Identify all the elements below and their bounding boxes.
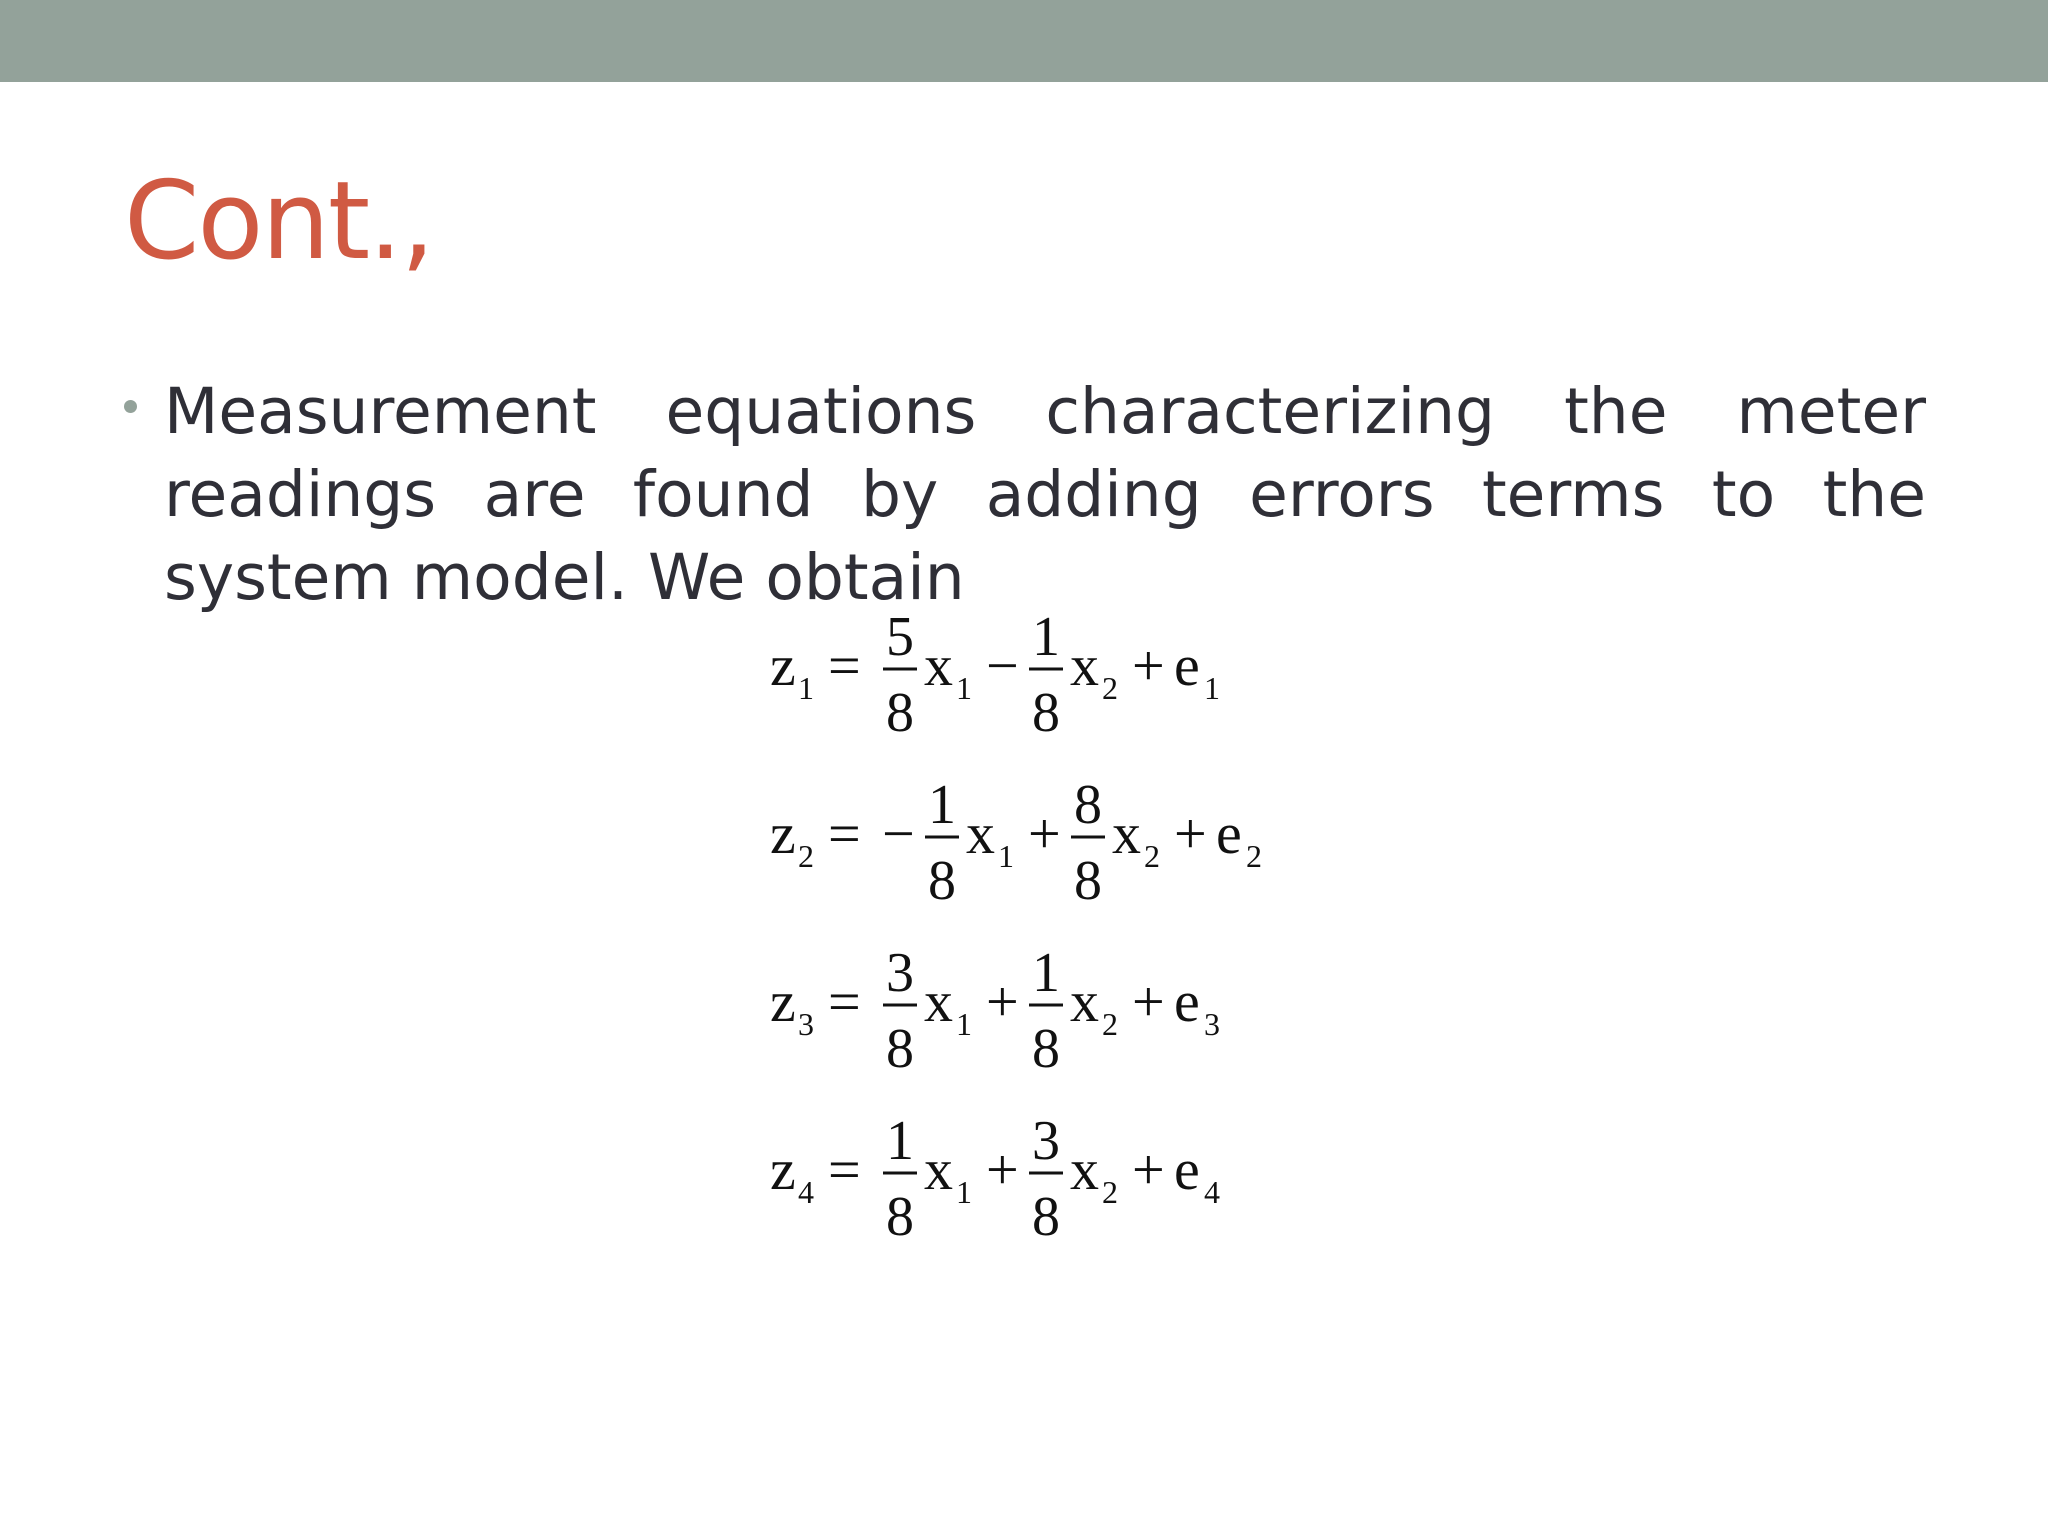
equation-4-x1: x <box>924 1137 953 1202</box>
equation-2-leading-sign: − <box>882 801 915 866</box>
equation-4-x1-subscript: 1 <box>956 1174 972 1210</box>
bullet-marker <box>124 400 137 413</box>
equation-4-fraction-a-numerator: 1 <box>886 1110 914 1172</box>
equation-3-fraction-a-denominator: 8 <box>886 1018 914 1080</box>
equation-3-lhs: z <box>770 969 796 1034</box>
equation-4-error-term: e <box>1174 1137 1200 1202</box>
equation-3-fraction-b-denominator: 8 <box>1032 1018 1060 1080</box>
equation-1-operator: − <box>986 633 1019 698</box>
equation-1-plus-sign: + <box>1132 633 1165 698</box>
equation-1-fraction-a-numerator: 5 <box>886 615 914 668</box>
equation-2-x2: x <box>1112 801 1141 866</box>
equation-1-fraction-a-denominator: 8 <box>886 682 914 744</box>
equation-4-equals-sign: = <box>828 1137 861 1202</box>
equation-2-fraction-a-numerator: 1 <box>928 774 956 836</box>
equation-4-fraction-a-denominator: 8 <box>886 1186 914 1248</box>
equation-3-plus-sign: + <box>1132 969 1165 1034</box>
equation-2-lhs-subscript: 2 <box>798 838 814 874</box>
equation-4-x2: x <box>1070 1137 1099 1202</box>
equation-2-error-subscript: 2 <box>1246 838 1262 874</box>
equation-4-operator: + <box>986 1137 1019 1202</box>
equation-2-fraction-b-numerator: 8 <box>1074 774 1102 836</box>
equation-3-fraction-a-numerator: 3 <box>886 942 914 1004</box>
bullet-text: Measurement equations characterizing the meter readings are found by adding errors terms to the system model. We obtain <box>164 375 1926 614</box>
equation-2-x1-subscript: 1 <box>998 838 1014 874</box>
equation-2-lhs: z <box>770 801 796 866</box>
equation-3-x2-subscript: 2 <box>1102 1006 1118 1042</box>
equation-1-lhs: z <box>770 633 796 698</box>
top-bar <box>0 0 2048 82</box>
equation-1-x1: x <box>924 633 953 698</box>
equation-3-error-term: e <box>1174 969 1200 1034</box>
equation-2-plus-sign: + <box>1174 801 1207 866</box>
equation-1-lhs-subscript: 1 <box>798 670 814 706</box>
equation-4-error-subscript: 4 <box>1204 1174 1220 1210</box>
equation-4-fraction-b-numerator: 3 <box>1032 1110 1060 1172</box>
slide-title: Cont., <box>124 159 433 284</box>
equation-1-x1-subscript: 1 <box>956 670 972 706</box>
equation-2-error-term: e <box>1216 801 1242 866</box>
equation-1-error-subscript: 1 <box>1204 670 1220 706</box>
equation-3-lhs-subscript: 3 <box>798 1006 814 1042</box>
equation-3-operator: + <box>986 969 1019 1034</box>
equation-block <box>770 615 1370 1295</box>
equation-3-x2: x <box>1070 969 1099 1034</box>
equation-3-error-subscript: 3 <box>1204 1006 1220 1042</box>
equation-4-fraction-b-denominator: 8 <box>1032 1186 1060 1248</box>
equation-1-error-term: e <box>1174 633 1200 698</box>
equation-4-plus-sign: + <box>1132 1137 1165 1202</box>
equation-1-equals-sign: = <box>828 633 861 698</box>
equation-1-fraction-b-denominator: 8 <box>1032 682 1060 744</box>
equation-3-x1: x <box>924 969 953 1034</box>
equation-1-fraction-b-numerator: 1 <box>1032 615 1060 668</box>
equation-1-x2-subscript: 2 <box>1102 670 1118 706</box>
equation-3-fraction-b-numerator: 1 <box>1032 942 1060 1004</box>
equation-3-x1-subscript: 1 <box>956 1006 972 1042</box>
equation-2-operator: + <box>1028 801 1061 866</box>
equation-2-equals-sign: = <box>828 801 861 866</box>
equation-2-x1: x <box>966 801 995 866</box>
equation-3-equals-sign: = <box>828 969 861 1034</box>
equation-4-x2-subscript: 2 <box>1102 1174 1118 1210</box>
equation-2-fraction-b-denominator: 8 <box>1074 850 1102 912</box>
equation-4-lhs-subscript: 4 <box>798 1174 814 1210</box>
equations-svg <box>770 615 1370 1295</box>
equation-2-fraction-a-denominator: 8 <box>928 850 956 912</box>
equation-1-x2: x <box>1070 633 1099 698</box>
equation-4-lhs: z <box>770 1137 796 1202</box>
equation-2-x2-subscript: 2 <box>1144 838 1160 874</box>
